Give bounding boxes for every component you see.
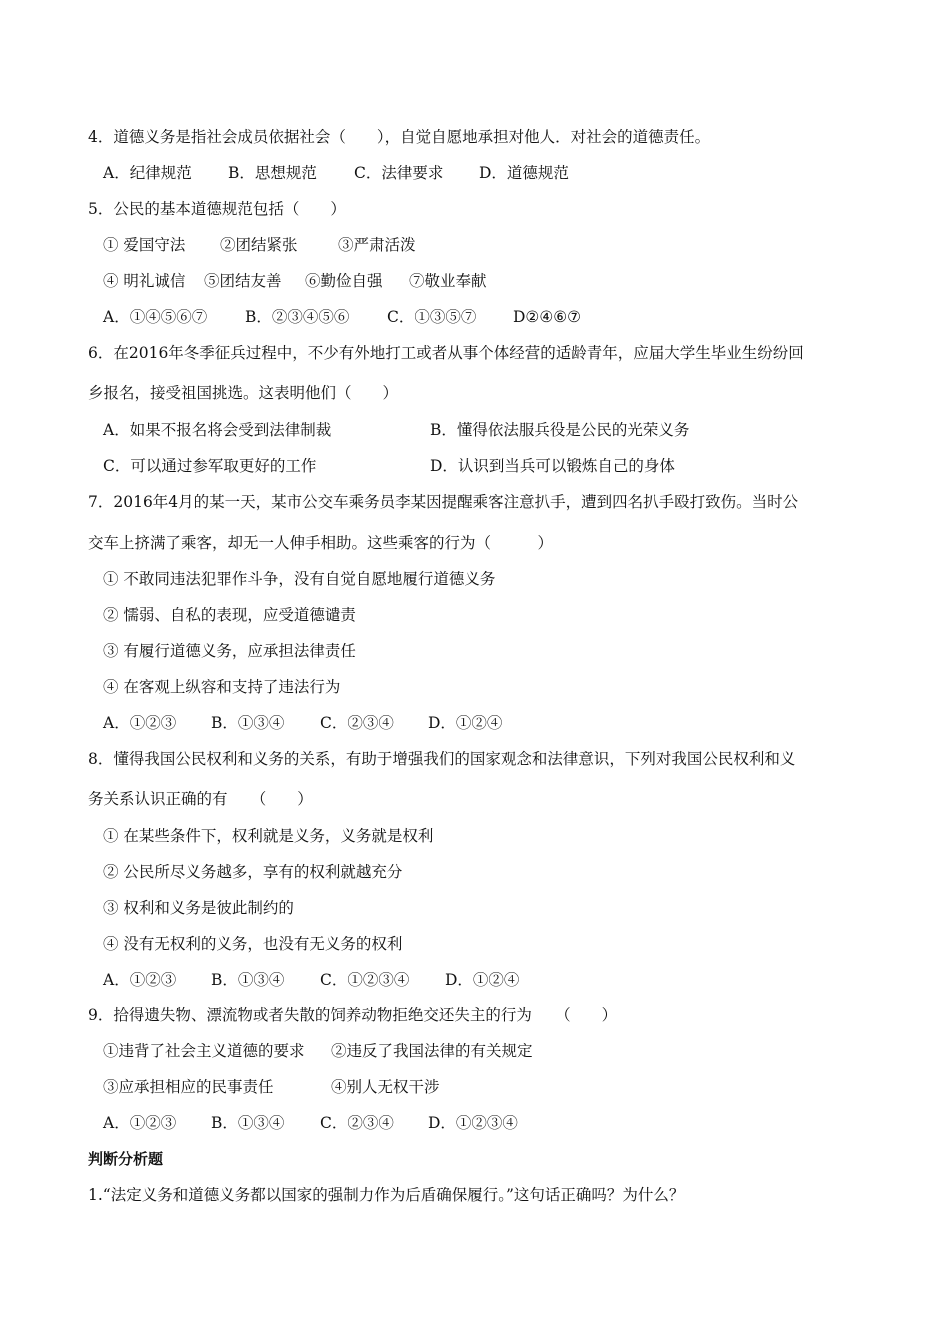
option-c: C．②③④ [320, 714, 394, 732]
option-c: C．②③④ [320, 1114, 394, 1132]
question-6-option-c: C．可以通过参军取更好的工作 [103, 457, 317, 475]
option-a: A．①④⑤⑥⑦ [103, 308, 208, 326]
question-7-item-1: ① 不敢同违法犯罪作斗争，没有自觉自愿地履行道德义务 [103, 570, 496, 588]
option-d: D．道德规范 [479, 164, 569, 182]
option-d: D②④⑥⑦ [513, 308, 582, 326]
option-b: B．①③④ [211, 971, 285, 989]
question-7-stem-line-1: 7．2016年4月的某一天，某市公交车乘务员李某因提醒乘客注意扒手，遭到四名扒手殴打致伤。当时公 [88, 493, 799, 511]
option-d: D．①②④ [428, 714, 503, 732]
question-8-item-1: ① 在某些条件下，权利就是义务，义务就是权利 [103, 827, 434, 845]
question-8-item-2: ② 公民所尽义务越多，享有的权利就越充分 [103, 863, 403, 881]
item-3: ③应承担相应的民事责任 [103, 1078, 274, 1096]
question-9-stem: 9．拾得遗失物、漂流物或者失散的饲养动物拒绝交还失主的行为 （ ） [88, 1006, 618, 1024]
option-b: B．②③④⑤⑥ [245, 308, 350, 326]
question-4-options [103, 163, 569, 183]
question-6-option-b: B．懂得依法服兵役是公民的光荣义务 [430, 421, 690, 439]
question-9-row-1 [103, 1041, 533, 1061]
option-c: C．法律要求 [354, 164, 444, 182]
question-5-row-1 [103, 235, 416, 255]
section-heading: 判断分析题 [88, 1150, 164, 1168]
option-d: D．①②③④ [428, 1114, 518, 1132]
option-a: A．纪律规范 [103, 164, 192, 182]
option-b: B．①③④ [211, 714, 285, 732]
item-1: ①违背了社会主义道德的要求 [103, 1042, 305, 1060]
question-7-options [103, 713, 502, 733]
item-7: ⑦敬业奉献 [409, 272, 487, 290]
question-6-option-a: A．如果不报名将会受到法律制裁 [103, 421, 332, 439]
judgement-question-1: 1.“法定义务和道德义务都以国家的强制力作为后盾确保履行。”这句话正确吗？为什么？ [88, 1186, 685, 1204]
question-9-row-2 [103, 1077, 440, 1097]
item-2: ②违反了我国法律的有关规定 [331, 1042, 533, 1060]
question-7-stem-line-2: 交车上挤满了乘客，却无一人伸手相助。这些乘客的行为（ ） [88, 534, 554, 552]
question-6-stem-line-2: 乡报名，接受祖国挑选。这表明他们（ ） [88, 384, 399, 402]
question-8-item-3: ③ 权利和义务是彼此制约的 [103, 899, 294, 917]
item-6: ⑥勤俭自强 [305, 272, 383, 290]
option-a: A．①②③ [103, 971, 177, 989]
item-1: ① 爱国守法 [103, 236, 186, 254]
item-3: ③严肃活泼 [338, 236, 416, 254]
question-7-item-3: ③ 有履行道德义务，应承担法律责任 [103, 642, 356, 660]
question-8-stem-line-1: 8．懂得我国公民权利和义务的关系，有助于增强我们的国家观念和法律意识，下列对我国公民权利和义 [88, 750, 796, 768]
question-5-options [103, 307, 581, 327]
question-6-option-d: D．认识到当兵可以锻炼自己的身体 [430, 457, 675, 475]
question-4-stem: 4．道德义务是指社会成员依据社会（ ），自觉自愿地承担对他人．对社会的道德责任。 [88, 128, 711, 146]
question-7-item-2: ② 懦弱、自私的表现，应受道德谴责 [103, 606, 356, 624]
option-d: D．①②④ [445, 971, 520, 989]
option-a: A．①②③ [103, 714, 177, 732]
option-b: B．思想规范 [228, 164, 317, 182]
question-8-options [103, 970, 519, 990]
question-5-stem: 5．公民的基本道德规范包括（ ） [88, 200, 346, 218]
item-4: ④别人无权干涉 [331, 1078, 440, 1096]
question-9-options [103, 1113, 518, 1133]
question-5-row-2 [103, 271, 487, 291]
option-b: B．①③④ [211, 1114, 285, 1132]
option-c: C．①②③④ [320, 971, 410, 989]
question-7-item-4: ④ 在客观上纵容和支持了违法行为 [103, 678, 341, 696]
option-c: C．①③⑤⑦ [387, 308, 477, 326]
option-a: A．①②③ [103, 1114, 177, 1132]
item-2: ②团结紧张 [220, 236, 298, 254]
question-8-item-4: ④ 没有无权利的义务，也没有无义务的权利 [103, 935, 403, 953]
question-6-stem-line-1: 6．在2016年冬季征兵过程中，不少有外地打工或者从事个体经营的适龄青年，应届大学生毕业生纷纷回 [88, 344, 804, 362]
question-8-stem-line-2: 务关系认识正确的有 （ ） [88, 790, 313, 808]
item-5: ⑤团结友善 [204, 272, 282, 290]
item-4: ④ 明礼诚信 [103, 272, 186, 290]
